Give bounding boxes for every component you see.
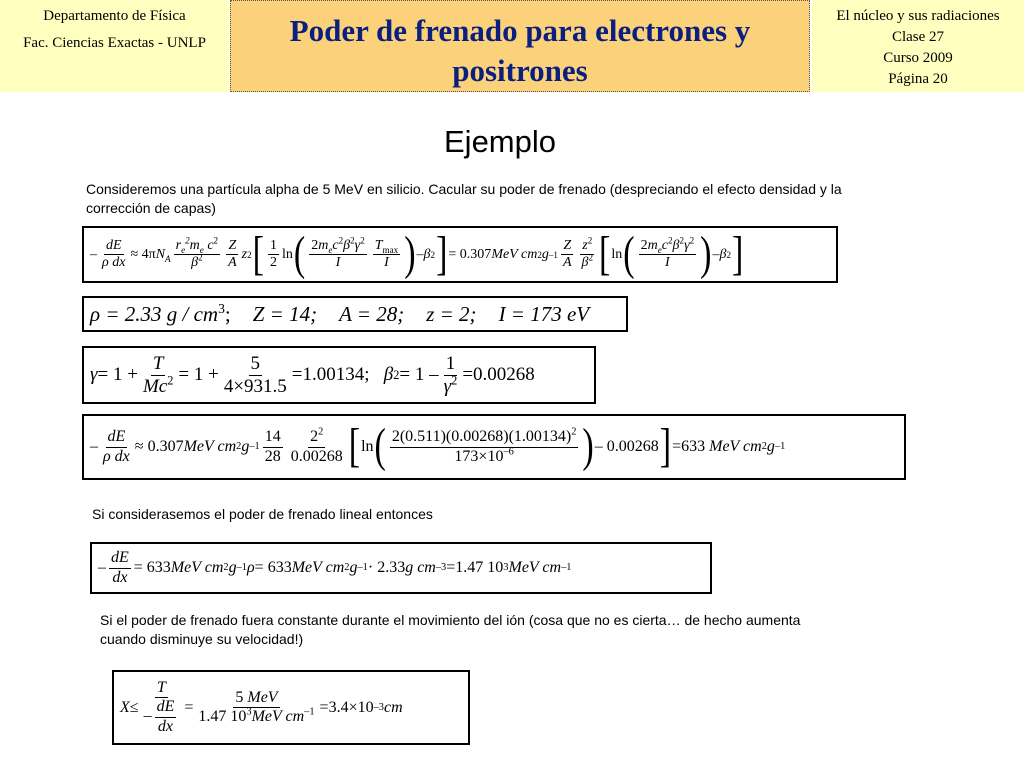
param-Z: Z = 14; (252, 301, 318, 326)
linear-value: 1.47 10 (455, 559, 504, 576)
linear-stopping-box: – $\frac{dE}{dx}$ = 633 MeV cm 2 g –1 ρ = 633 MeV cm 2 g –1 · 2.33 g cm –3 = 1.47 10 3 MeV cm –1 (90, 542, 712, 594)
param-A: A = 28; (339, 301, 405, 326)
param-I: I = 173 eV (498, 301, 590, 326)
course-name: El núcleo y sus radiaciones (836, 8, 1000, 24)
param-z: z = 2; (426, 301, 477, 326)
range-value: 3.4×10 (328, 698, 374, 716)
header-right (812, 0, 1024, 92)
gamma-beta-box: γ = 1 + $\frac{T}{Mc^2}$ = 1 + $\frac{5}{4\times 931.5}$ = 1.00134 ; β 2 = 1 – $\frac{1}{\gamma^2}$ = 0.00268 (82, 346, 596, 404)
parameters-box (82, 296, 628, 332)
header-left (0, 0, 229, 92)
intro-paragraph: Consideremos una partícula alpha de 5 MeV en silicio. Cacular su poder de frenado (despreciando el efecto densidad y la corrección de capas) (86, 181, 842, 216)
beta2-value: 0.00268 (473, 364, 535, 385)
gamma-value: 1.00134 (302, 364, 365, 385)
param-density: ρ = 2.33 g / $cm^3$; (90, 300, 231, 326)
stopping-power-box: – $\frac{dE}{\text{ρ dx}}$ ≈ 0.307 MeV cm 2 g –1 $\frac{14}{28}$ $\frac{2^2}{0.00268}$ [ ln ( $\frac{2(0.511)(0.00268)(1.00134)^2}{173\times 10^{-6}}$ ) – 0.00268 ] = 633 MeV cm 2 g –1 (82, 414, 906, 480)
faculty-label: Fac. Ciencias Exactas - UNLP (23, 35, 206, 51)
page-number: Página 20 (888, 71, 948, 87)
stopping-value: 633 (681, 438, 706, 455)
header-title-box (230, 0, 810, 92)
linear-stopping-text: Si considerasemos el poder de frenado lineal entonces (92, 506, 433, 522)
course-year: Curso 2009 (883, 50, 953, 66)
range-box: X ≤ T – $\frac{dE}{dx}$ = $\frac{\text{5 MeV}}{1.47 10^3MeV cm^{-1}}$ = 3.4×10 –3 cm (112, 670, 470, 745)
class-number: Clase 27 (891, 29, 945, 45)
department-label: Departamento de Física (43, 8, 186, 24)
section-subtitle: Ejemplo (444, 124, 556, 159)
slide-title: Poder de frenado para electrones y positrones (289, 13, 751, 88)
constant-stopping-text: Si el poder de frenado fuera constante durante el movimiento del ión (cosa que no es cierta… de hecho aumenta cuando disminuye su velocidad!) (100, 612, 801, 647)
bethe-formula-box: – $\frac{dE}{\text{ρ dx}}$ ≈ 4π $N_A$ $\frac{r_e^2m_e c^2}{\beta^2}$ $\frac{Z}{A}$ z 2 [ $\frac{1}{2}$ ln ( $\frac{2m_ec^2\beta^2\gamma^2}{I}$ $\frac{T_{max}}{I}$ ) – β 2 ] = 0.307 MeV cm 2 g –1 $\frac{Z}{A}$ $\frac{z^2}{\beta^2}$ [ ln ( $\frac{2m_ec^2\beta^2\gamma^2}{I}$ ) – β 2 ] (82, 226, 838, 283)
